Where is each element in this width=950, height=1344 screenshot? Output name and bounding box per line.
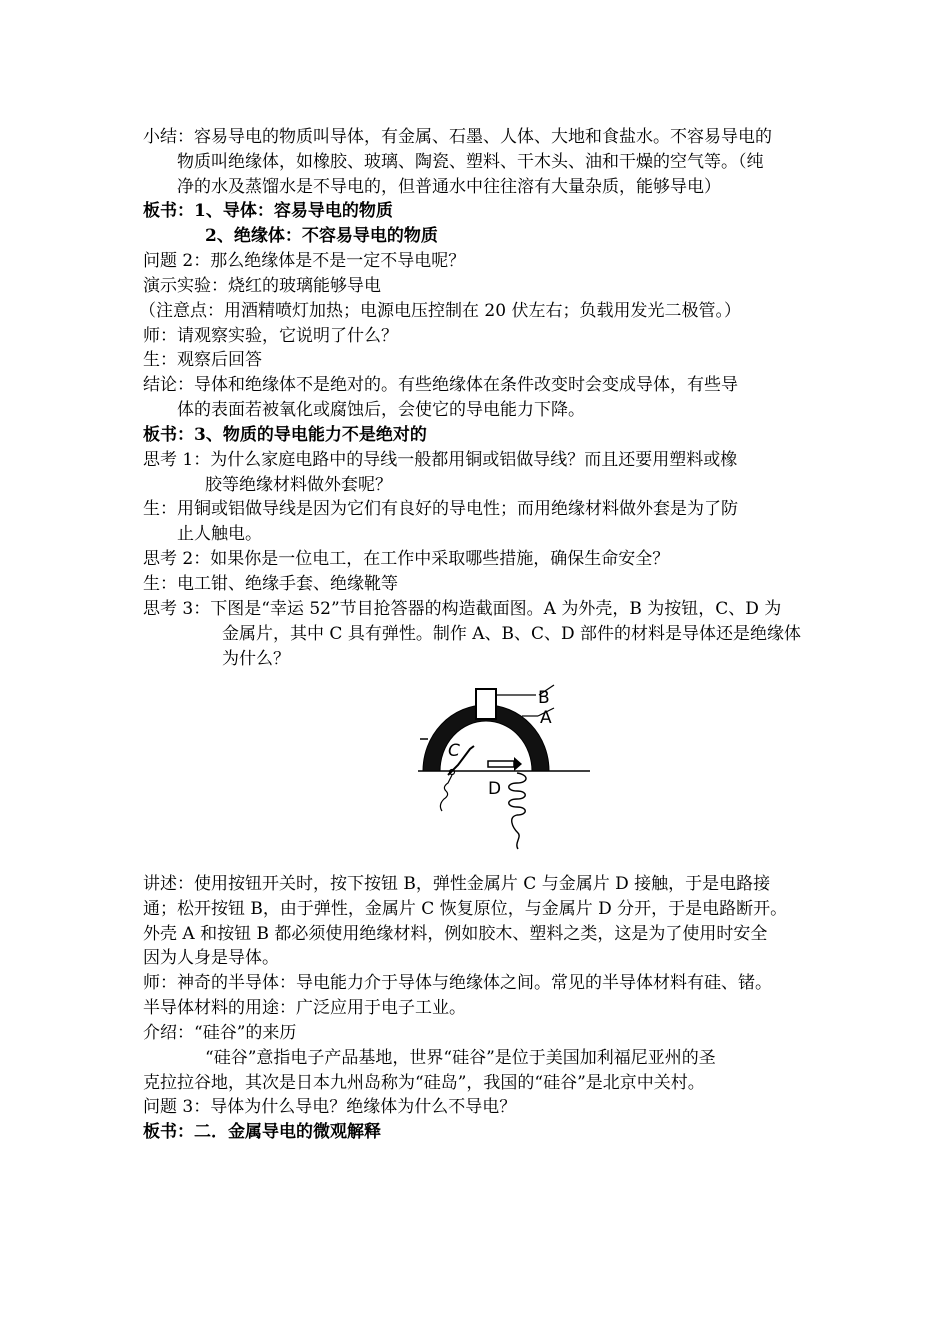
label-d: D [488,779,502,799]
demo-experiment: 演示实验：烧红的玻璃能够导电 [143,276,381,296]
explanation-line-4: 因为人身是导体。 [143,948,279,968]
board-note-2: 2、绝缘体：不容易导电的物质 [205,226,438,246]
semiconductor-line-2: 半导体材料的用途：广泛应用于电子工业。 [143,998,466,1018]
student-answer-2-line-2: 止人触电。 [177,524,262,544]
think-1-line-2: 胶等绝缘材料做外套呢？ [205,475,392,495]
label-a: A [540,708,552,728]
explanation-line-1: 讲述：使用按钮开关时，按下按钮 B，弹性金属片 C 与金属片 D 接触，于是电路接 [143,874,771,894]
silicon-valley-line-1: “硅谷”意指电子产品基地，世界“硅谷”是位于美国加利福尼亚州的圣 [205,1048,716,1068]
conclusion-line-2: 体的表面若被氧化或腐蚀后，会使它的导电能力下降。 [177,400,585,420]
question-2: 问题 2：那么绝缘体是不是一定不导电呢？ [143,251,466,271]
label-c: C [448,741,460,761]
conclusion-line-1: 结论：导体和绝缘体不是绝对的。有些绝缘体在条件改变时会变成导体，有些导 [143,375,738,395]
wire-c [440,775,452,811]
student-answer-1: 生：观察后回答 [143,350,262,370]
think-3-line-2: 金属片，其中 C 具有弹性。制作 A、B、C、D 部件的材料是导体还是绝缘体 [222,624,802,644]
summary-line-1: 小结：容易导电的物质叫导体，有金属、石墨、人体、大地和食盐水。不容易导电的 [143,127,772,147]
think-1-line-1: 思考 1：为什么家庭电路中的导线一般都用铜或铝做导线？而且还要用塑料或橡 [143,450,738,470]
student-answer-2-line-1: 生：用铜或铝做导线是因为它们有良好的导电性；而用绝缘材料做外套是为了防 [143,499,738,519]
metal-plate-d [488,761,514,767]
think-3-line-3: 为什么？ [222,649,290,669]
silicon-valley-intro: 介绍：“硅谷”的来历 [143,1023,297,1043]
explanation-line-2: 通；松开按钮 B，由于弹性，金属片 C 恢复原位，与金属片 D 分开，于是电路断开。 [143,899,788,919]
semiconductor-line-1: 师：神奇的半导体：导电能力介于导体与绝缘体之间。常见的半导体材料有硅、锗。 [143,973,772,993]
explanation-line-3: 外壳 A 和按钮 B 都必须使用绝缘材料，例如胶木、塑料之类，这是为了使用时安全 [143,924,768,944]
think-3-line-1: 思考 3：下图是“幸运 52”节目抢答器的构造截面图。A 为外壳，B 为按钮，C、D 为 [143,599,782,619]
buzzer-cross-section-diagram [418,683,596,851]
board-note-4: 板书：二．金属导电的微观解释 [143,1122,381,1142]
think-2: 思考 2：如果你是一位电工，在工作中采取哪些措施，确保生命安全？ [143,549,670,569]
silicon-valley-line-2: 克拉拉谷地，其次是日本九州岛称为“硅岛”，我国的“硅谷”是北京中关村。 [143,1073,705,1093]
board-note-1: 板书：1、导体：容易导电的物质 [143,201,393,221]
spring-coil-d [509,773,526,849]
teacher-prompt: 师：请观察实验，它说明了什么？ [143,326,398,346]
summary-line-3: 净的水及蒸馏水是不导电的，但普通水中往往溶有大量杂质，能够导电） [177,177,721,197]
student-answer-3: 生：电工钳、绝缘手套、绝缘靴等 [143,574,398,594]
board-note-3: 板书：3、物质的导电能力不是绝对的 [143,425,427,445]
demo-notes: （注意点：用酒精喷灯加热；电源电压控制在 20 伏左右；负载用发光二极管。） [139,301,741,321]
summary-line-2: 物质叫绝缘体，如橡胶、玻璃、陶瓷、塑料、干木头、油和干燥的空气等。（纯 [177,152,764,172]
question-3: 问题 3：导体为什么导电？绝缘体为什么不导电？ [143,1097,517,1117]
label-b: B [538,688,550,708]
button-b [476,689,496,719]
